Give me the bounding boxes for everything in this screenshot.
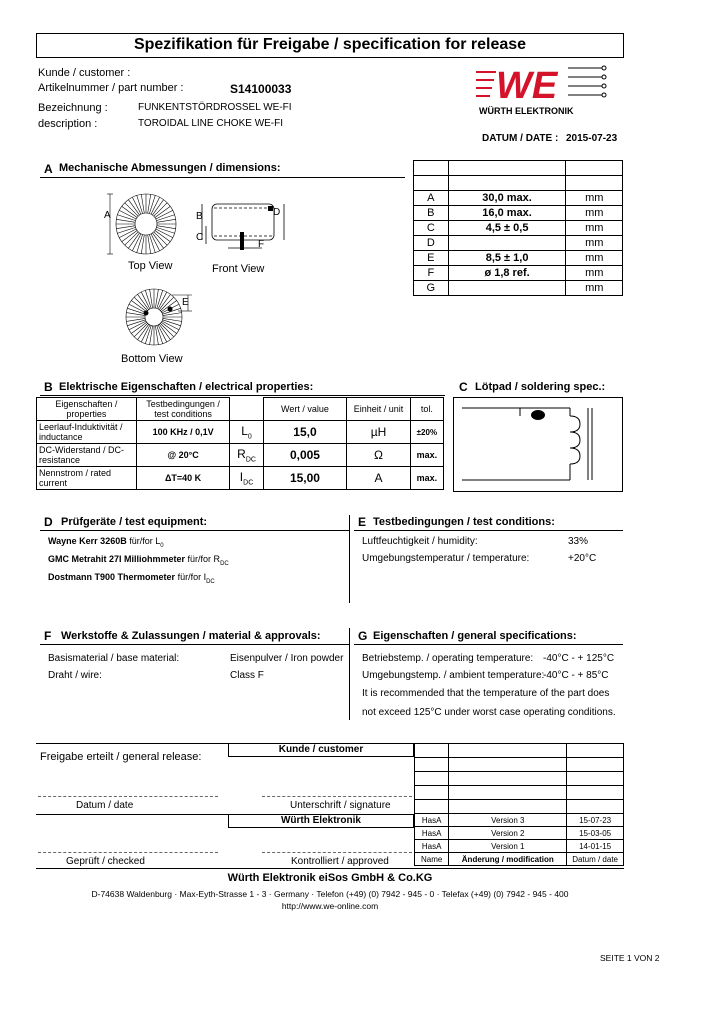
test-equipment-3: Dostmann T900 Thermometer für/for $I_{DC}$ bbox=[48, 572, 215, 585]
page-title: Spezifikation für Freigabe / specification for release bbox=[133, 36, 527, 53]
designation-label: Bezeichnung : bbox=[38, 102, 108, 114]
section-b-rule bbox=[40, 395, 445, 396]
revision-header-row: Name Änderung / modification Datum / date bbox=[415, 853, 624, 866]
dim-row: E 8,5 ± 1,0 mm bbox=[414, 251, 623, 266]
we-logo-mark: WE bbox=[496, 65, 558, 104]
ep-row: Leerlauf-Induktivität / inductance 100 KHz / 0,1V $L_0$ 15,0 µH ±20% bbox=[37, 421, 444, 444]
dim-row: B 16,0 max. mm bbox=[414, 206, 623, 221]
section-b-letter: B bbox=[44, 380, 53, 394]
label-c: C bbox=[196, 232, 204, 243]
section-d-letter: D bbox=[44, 515, 53, 529]
general-release-label: Freigabe erteilt / general release: bbox=[40, 751, 202, 763]
section-f-letter: F bbox=[44, 629, 52, 643]
date-line-1 bbox=[38, 796, 218, 797]
dim-row: D mm bbox=[414, 236, 623, 251]
top-view-label: Top View bbox=[128, 260, 173, 272]
footer-address: D-74638 Waldenburg · Max-Eyth-Strasse 1 - 3 · Germany · Telefon (+49) (0) 7942 - 945 - 0 · Telefax (+49) (0) 7942 - 945 - 400 bbox=[91, 889, 569, 899]
dim-row: A 30,0 max. mm bbox=[414, 191, 623, 206]
section-a-title: Mechanische Abmessungen / dimensions: bbox=[59, 162, 281, 174]
release-bottom-rule bbox=[36, 868, 624, 869]
logo-text: WÜRTH ELEKTRONIK bbox=[479, 106, 574, 116]
temperature-value: +20°C bbox=[568, 553, 597, 564]
dim-row: C 4,5 ± 0,5 mm bbox=[414, 221, 623, 236]
section-e-rule bbox=[354, 530, 623, 531]
description-label: description : bbox=[38, 118, 98, 130]
base-material-value: Eisenpulver / Iron powder bbox=[230, 653, 344, 664]
label-a: A bbox=[104, 210, 111, 221]
base-material-label: Basismaterial / base material: bbox=[48, 653, 180, 664]
footer-company: Würth Elektronik eiSos GmbH & Co.KG bbox=[227, 872, 433, 884]
front-view-drawing bbox=[192, 196, 292, 256]
operating-temp-value: -40°C - + 125°C bbox=[543, 653, 615, 664]
ep-row: Nennstrom / rated current ΔT=40 K $I_{DC}$ 15,00 A max. bbox=[37, 467, 444, 490]
section-g-title: Eigenschaften / general specifications: bbox=[373, 630, 577, 642]
section-d-rule bbox=[40, 530, 350, 531]
section-g-rule bbox=[354, 644, 623, 645]
signature-line-1 bbox=[262, 796, 412, 797]
we-header: Würth Elektronik bbox=[280, 815, 361, 826]
signature-line-2 bbox=[262, 852, 412, 853]
section-c-letter: C bbox=[459, 380, 468, 394]
label-f: F bbox=[258, 239, 265, 250]
approved-label: Kontrolliert / approved bbox=[291, 856, 389, 867]
section-e-title: Testbedingungen / test conditions: bbox=[373, 516, 555, 528]
designation-value: FUNKENTSTÖRDROSSEL WE-FI bbox=[138, 102, 292, 113]
section-f-rule bbox=[40, 644, 350, 645]
checked-label: Geprüft / checked bbox=[66, 856, 145, 867]
customer-header: Kunde / customer bbox=[278, 744, 364, 755]
temperature-label: Umgebungstemperatur / temperature: bbox=[362, 553, 530, 564]
section-a-letter: A bbox=[44, 162, 53, 176]
ep-row: DC-Widerstand / DC-resistance @ 20°C $R_{DC}$ 0,005 Ω max. bbox=[37, 444, 444, 467]
section-g-letter: G bbox=[358, 629, 368, 643]
customer-label: Kunde / customer : bbox=[38, 67, 131, 79]
footer-url[interactable]: http://www.we-online.com bbox=[281, 901, 379, 911]
label-b: B bbox=[196, 211, 203, 222]
section-e-letter: E bbox=[358, 515, 367, 529]
signature-label: Unterschrift / signature bbox=[290, 800, 391, 811]
top-view-drawing bbox=[96, 186, 190, 266]
temp-note-1: It is recommended that the temperature of the part does bbox=[362, 688, 610, 699]
operating-temp-label: Betriebstemp. / operating temperature: bbox=[362, 653, 534, 664]
page-number: SEITE 1 VON 2 bbox=[600, 953, 660, 963]
date-line-2 bbox=[38, 852, 218, 853]
revision-row: HasA Version 1 14-01-15 bbox=[415, 840, 624, 853]
wire-label: Draht / wire: bbox=[48, 670, 102, 681]
ambient-temp-label: Umgebungstemp. / ambient temperature: bbox=[362, 670, 545, 681]
description-value: TOROIDAL LINE CHOKE WE-FI bbox=[138, 118, 284, 129]
humidity-value: 33% bbox=[568, 536, 589, 547]
part-number-label: Artikelnummer / part number : bbox=[38, 82, 184, 94]
section-d-title: Prüfgeräte / test equipment: bbox=[61, 516, 208, 528]
bottom-view-label: Bottom View bbox=[121, 353, 183, 365]
dim-row: G mm bbox=[414, 281, 623, 296]
revision-table bbox=[414, 743, 624, 866]
bottom-view-drawing bbox=[112, 285, 198, 351]
label-e: E bbox=[182, 297, 189, 308]
section-c-title: Lötpad / soldering spec.: bbox=[475, 381, 606, 393]
humidity-label: Luftfeuchtigkeit / humidity: bbox=[362, 536, 478, 547]
temp-note-2: not exceed 125°C under worst case operating conditions. bbox=[362, 707, 616, 718]
dim-row: F ø 1,8 ref. mm bbox=[414, 266, 623, 281]
test-equipment-2: GMC Metrahit 27I Milliohmmeter für/for $R_{DC}$ bbox=[48, 554, 229, 567]
test-equipment-1: Wayne Kerr 3260B für/for $L_0$ bbox=[48, 536, 164, 549]
front-view-label: Front View bbox=[212, 263, 265, 275]
we-logo-icon bbox=[476, 64, 616, 104]
wire-value: Class F bbox=[230, 670, 264, 681]
date-label: DATUM / DATE : bbox=[482, 133, 559, 144]
section-f-title: Werkstoffe & Zulassungen / material & approvals: bbox=[61, 630, 321, 642]
part-number-value: S14100033 bbox=[230, 82, 292, 96]
date-value: 2015-07-23 bbox=[566, 133, 618, 144]
revision-row: HasA Version 2 15-03-05 bbox=[415, 827, 624, 840]
section-b-title: Elektrische Eigenschaften / electrical properties: bbox=[59, 381, 314, 393]
section-a-rule bbox=[40, 177, 405, 178]
section-f-vrule bbox=[349, 628, 350, 720]
electrical-table bbox=[36, 397, 444, 490]
revision-row: HasA Version 3 15-07-23 bbox=[415, 814, 624, 827]
dimensions-table bbox=[413, 160, 623, 296]
we-logo bbox=[476, 64, 616, 120]
label-d: D bbox=[273, 207, 281, 218]
schematic-drawing bbox=[458, 400, 618, 490]
ep-header-row: Eigenschaften / properties Testbedingungen / test conditions Wert / value Einheit / unit tol. bbox=[37, 398, 444, 421]
ambient-temp-value: -40°C - + 85°C bbox=[543, 670, 609, 681]
section-d-vrule bbox=[349, 515, 350, 603]
date-label-1: Datum / date bbox=[76, 800, 134, 811]
